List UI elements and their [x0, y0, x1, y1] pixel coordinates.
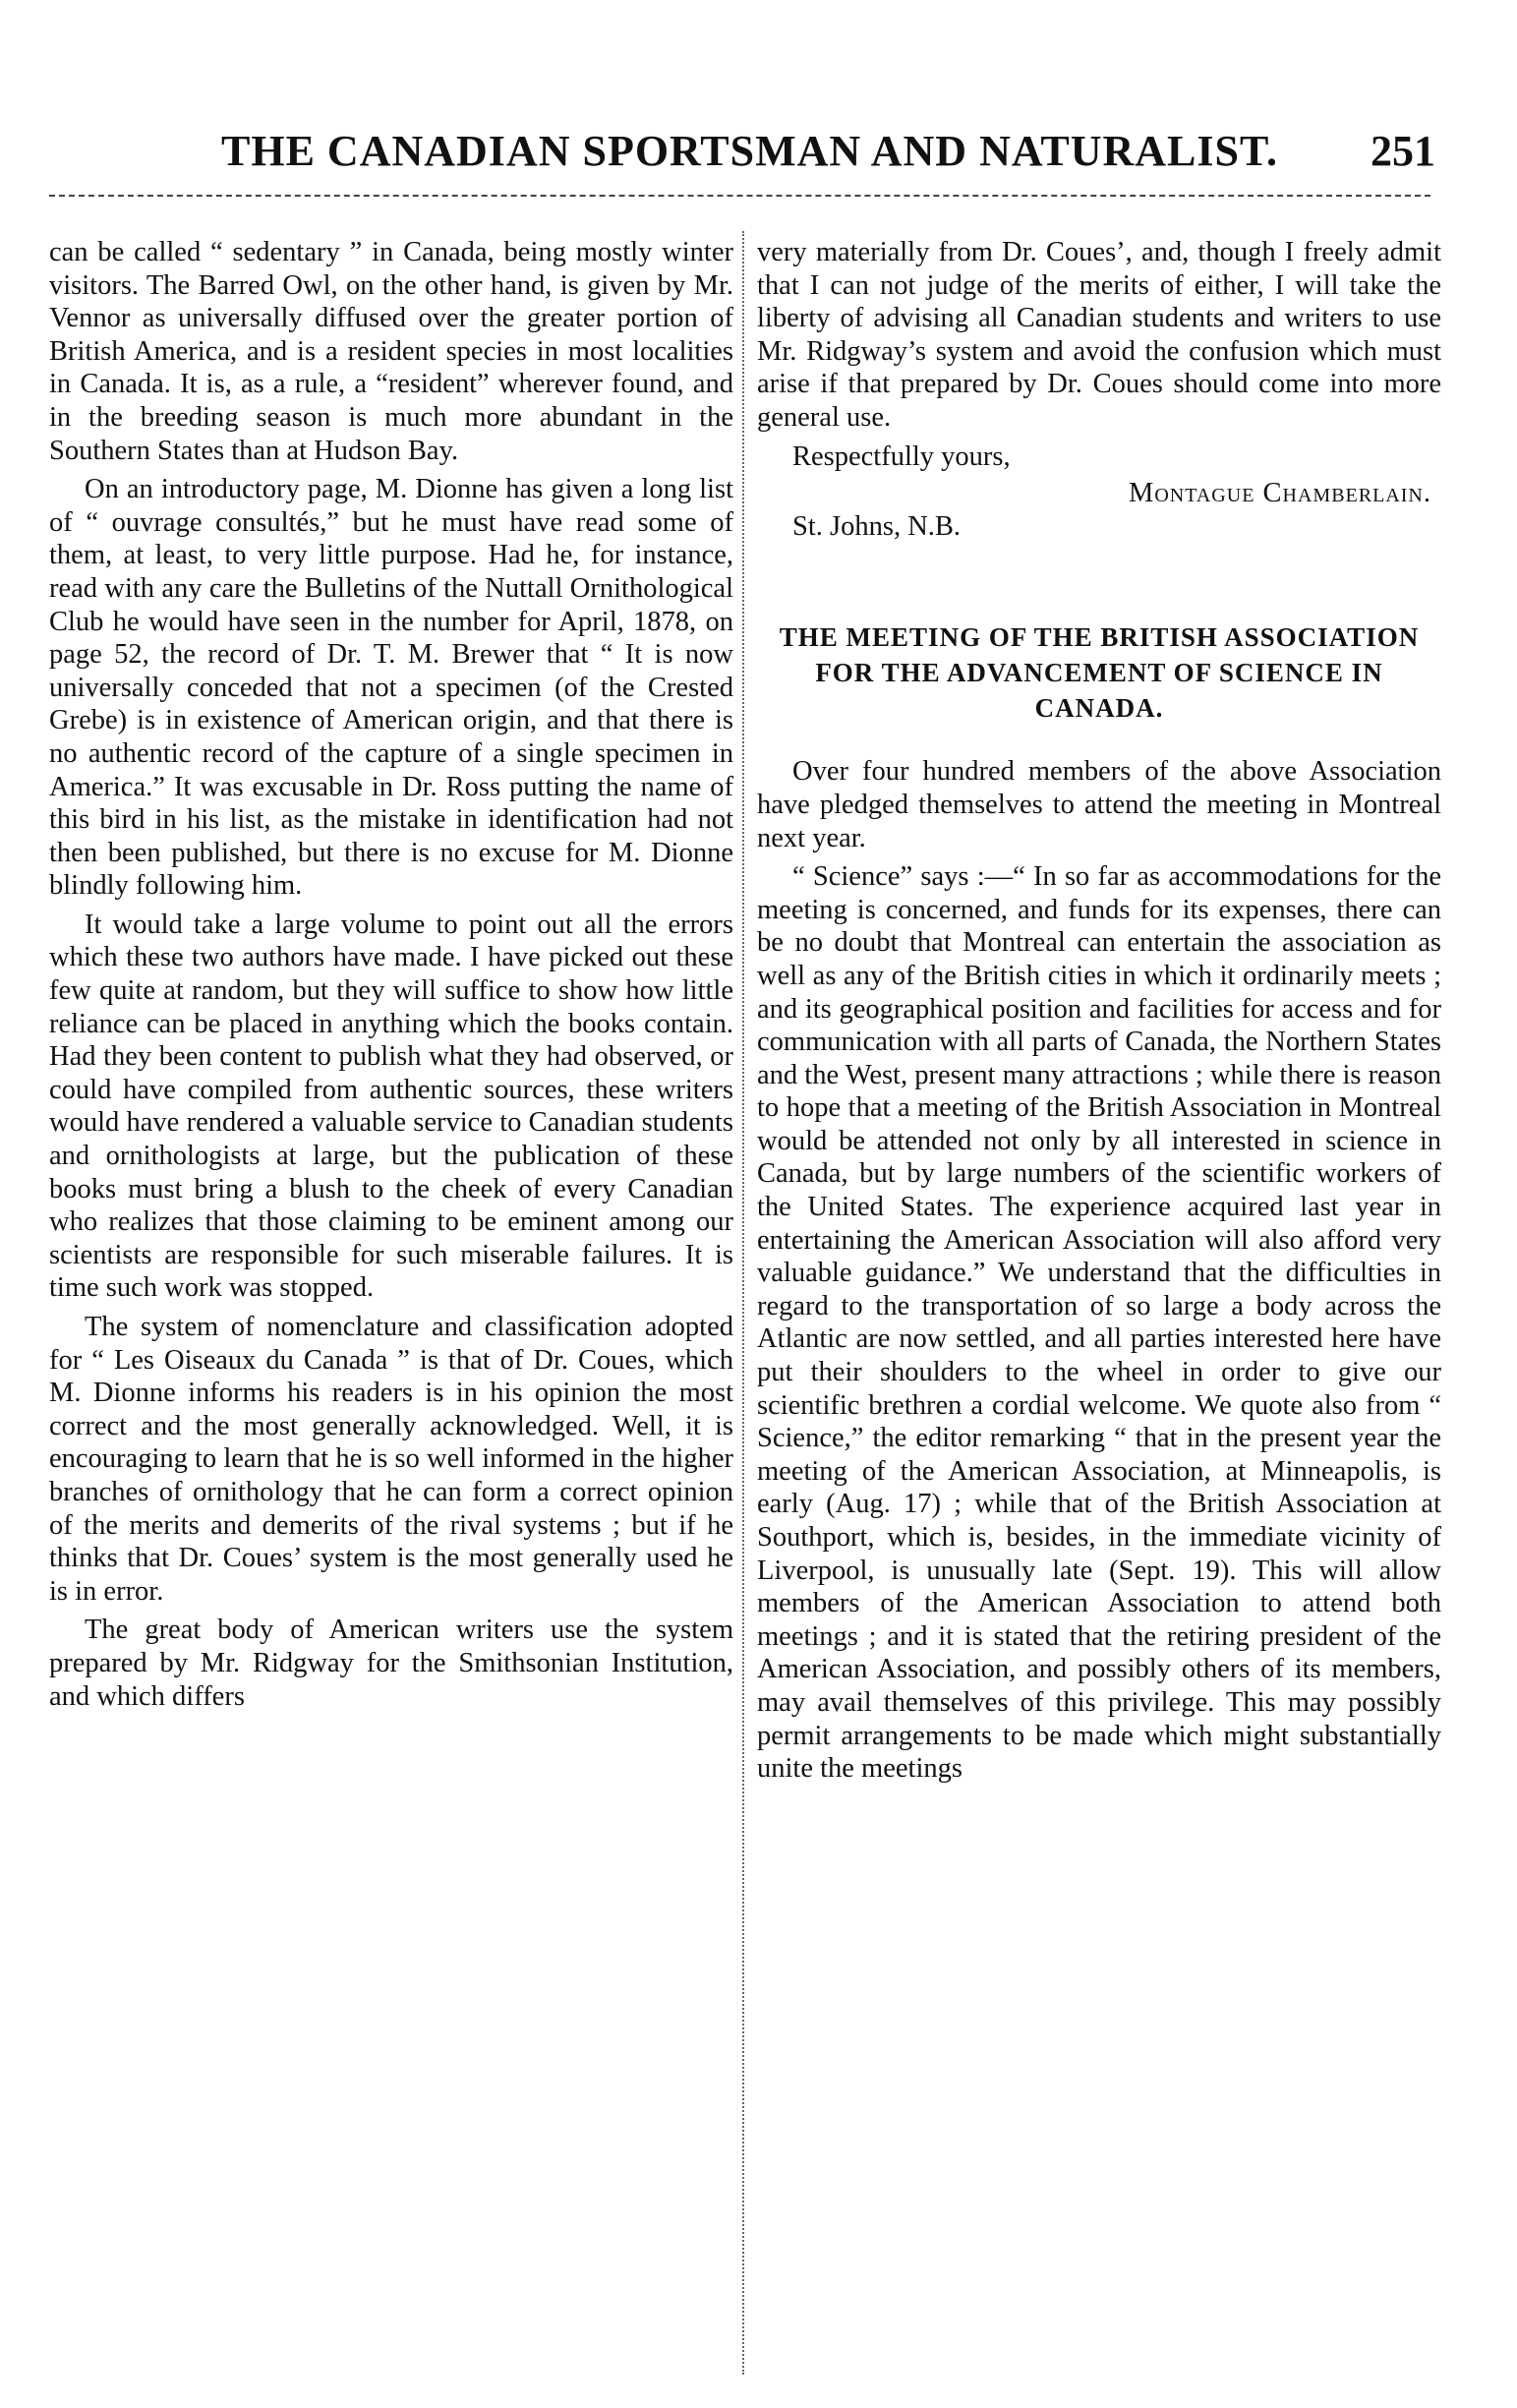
paragraph: Over four hundred members of the above Association have pledged themselves to attend the meeting in Montreal next year.: [757, 756, 1441, 853]
letter-place: St. Johns, N.B.: [792, 510, 962, 542]
running-title: THE CANADIAN SPORTSMAN AND NATURALIST.: [221, 127, 1279, 175]
paragraph: The system of nomenclature and classification adopted for “ Les Oiseaux du Canada ” is that of Dr. Coues, which M. Dionne informs his readers is in his opinion the most correct and the most generally acknowledged. Well, it is encouraging to learn that he is so well informed in the higher branches of ornithology that he can form a correct opinion of the merits and demerits of the rival systems ; but if he thinks that Dr. Coues’ system is the most generally used he is in error.: [49, 1312, 733, 1607]
left-column: [49, 236, 733, 1713]
letter-signature: Montague Chamberlain.: [1129, 478, 1431, 509]
paragraph: On an introductory page, M. Dionne has given a long list of “ ouvrage consultés,” but he must have read some of them, at least, to very little purpose. Had he, for instance, read with any care the Bulletins of the Nuttall Ornithological Club he would have seen in the number for April, 1878, on page 52, the record of Dr. T. M. Brewer that “ It is now universally conceded that not a specimen (of the Crested Grebe) is in existence of American origin, and that there is no authentic record of the capture of a single specimen in America.” It was excusable in Dr. Ross putting the name of this bird in his list, as the mistake in identification had not then been published, but there is no excuse for M. Dionne blindly following him.: [49, 474, 733, 902]
page-header: [39, 126, 1435, 205]
paragraph: “ Science” says :—“ In so far as accommodations for the meeting is concerned, and funds for its expenses, there can be no doubt that Montreal can entertain the association as well as any of the British cities in which it ordinarily meets ; and its geographical position and facilities for access and for communication with all parts of Canada, the Northern States and the West, present many attractions ; while there is reason to hope that a meeting of the British Association in Montreal would be attended not only by all interested in science in Canada, but by large numbers of the scientific workers of the United States. The experience acquired last year in entertaining the American Association will also afford very valuable guidance.” We understand that the difficulties in regard to the transportation of so large a body across the Atlantic are now settled, and all parties interested here have put their shoulders to the wheel in order to give our scientific brethren a cordial welcome. We quote also from “ Science,” the editor remarking “ that in the present year the meeting of the American Association, at Minneapolis, is early (Aug. 17) ; while that of the British Association at Southport, which is, besides, in the immediate vicinity of Liverpool, is unusually late (Sept. 19). This will allow members of the American Association to attend both meetings ; and it is stated that the retiring president of the American Association, and possibly others of its members, may avail themselves of this privilege. This may possibly permit arrangements to be made which might substantially unite the meetings: [757, 861, 1442, 1785]
right-column: [757, 236, 1441, 1786]
paragraph: can be called “ sedentary ” in Canada, being mostly winter visitors. The Barred Owl, on the other hand, is given by Mr. Vennor as universally diffused over the greater portion of British America, and is a resident species in most localities in Canada. It is, as a rule, a “resident” wherever found, and in the breeding season is much more abundant in the Southern States than at Hudson Bay.: [49, 237, 733, 466]
letter-continuation: very materially from Dr. Coues’, and, though I freely admit that I can not judge of the merits of either, I will take the liberty of advising all Canadian students and writers to use Mr. Ridgway’s system and avoid the confusion which must arise if that prepared by Dr. Coues should come into more general use.: [757, 237, 1441, 433]
letter-closing: Respectfully yours,: [792, 440, 1011, 472]
section-heading: THE MEETING OF THE BRITISH ASSOCIATION FOR THE ADVANCEMENT OF SCIENCE IN CANADA.: [779, 622, 1420, 724]
column-divider: [742, 231, 744, 2375]
page-number: 251: [1371, 127, 1435, 175]
paragraph: It would take a large volume to point out all the errors which these two authors have made. I have picked out these few quite at random, but they will suffice to show how little reliance can be placed in anything which the books contain. Had they been content to publish what they had observed, or could have compiled from authentic sources, these writers would have rendered a valuable service to Canadian students and ornithologists at large, but the publication of these books must bring a blush to the cheek of every Canadian who realizes that those claiming to be eminent among our scientists are responsible for such miserable failures. It is time such work was stopped.: [49, 909, 733, 1304]
header-rule: [49, 195, 1430, 197]
paragraph: The great body of American writers use the system prepared by Mr. Ridgway for the Smithsonian Institution, and which differs: [49, 1615, 733, 1712]
